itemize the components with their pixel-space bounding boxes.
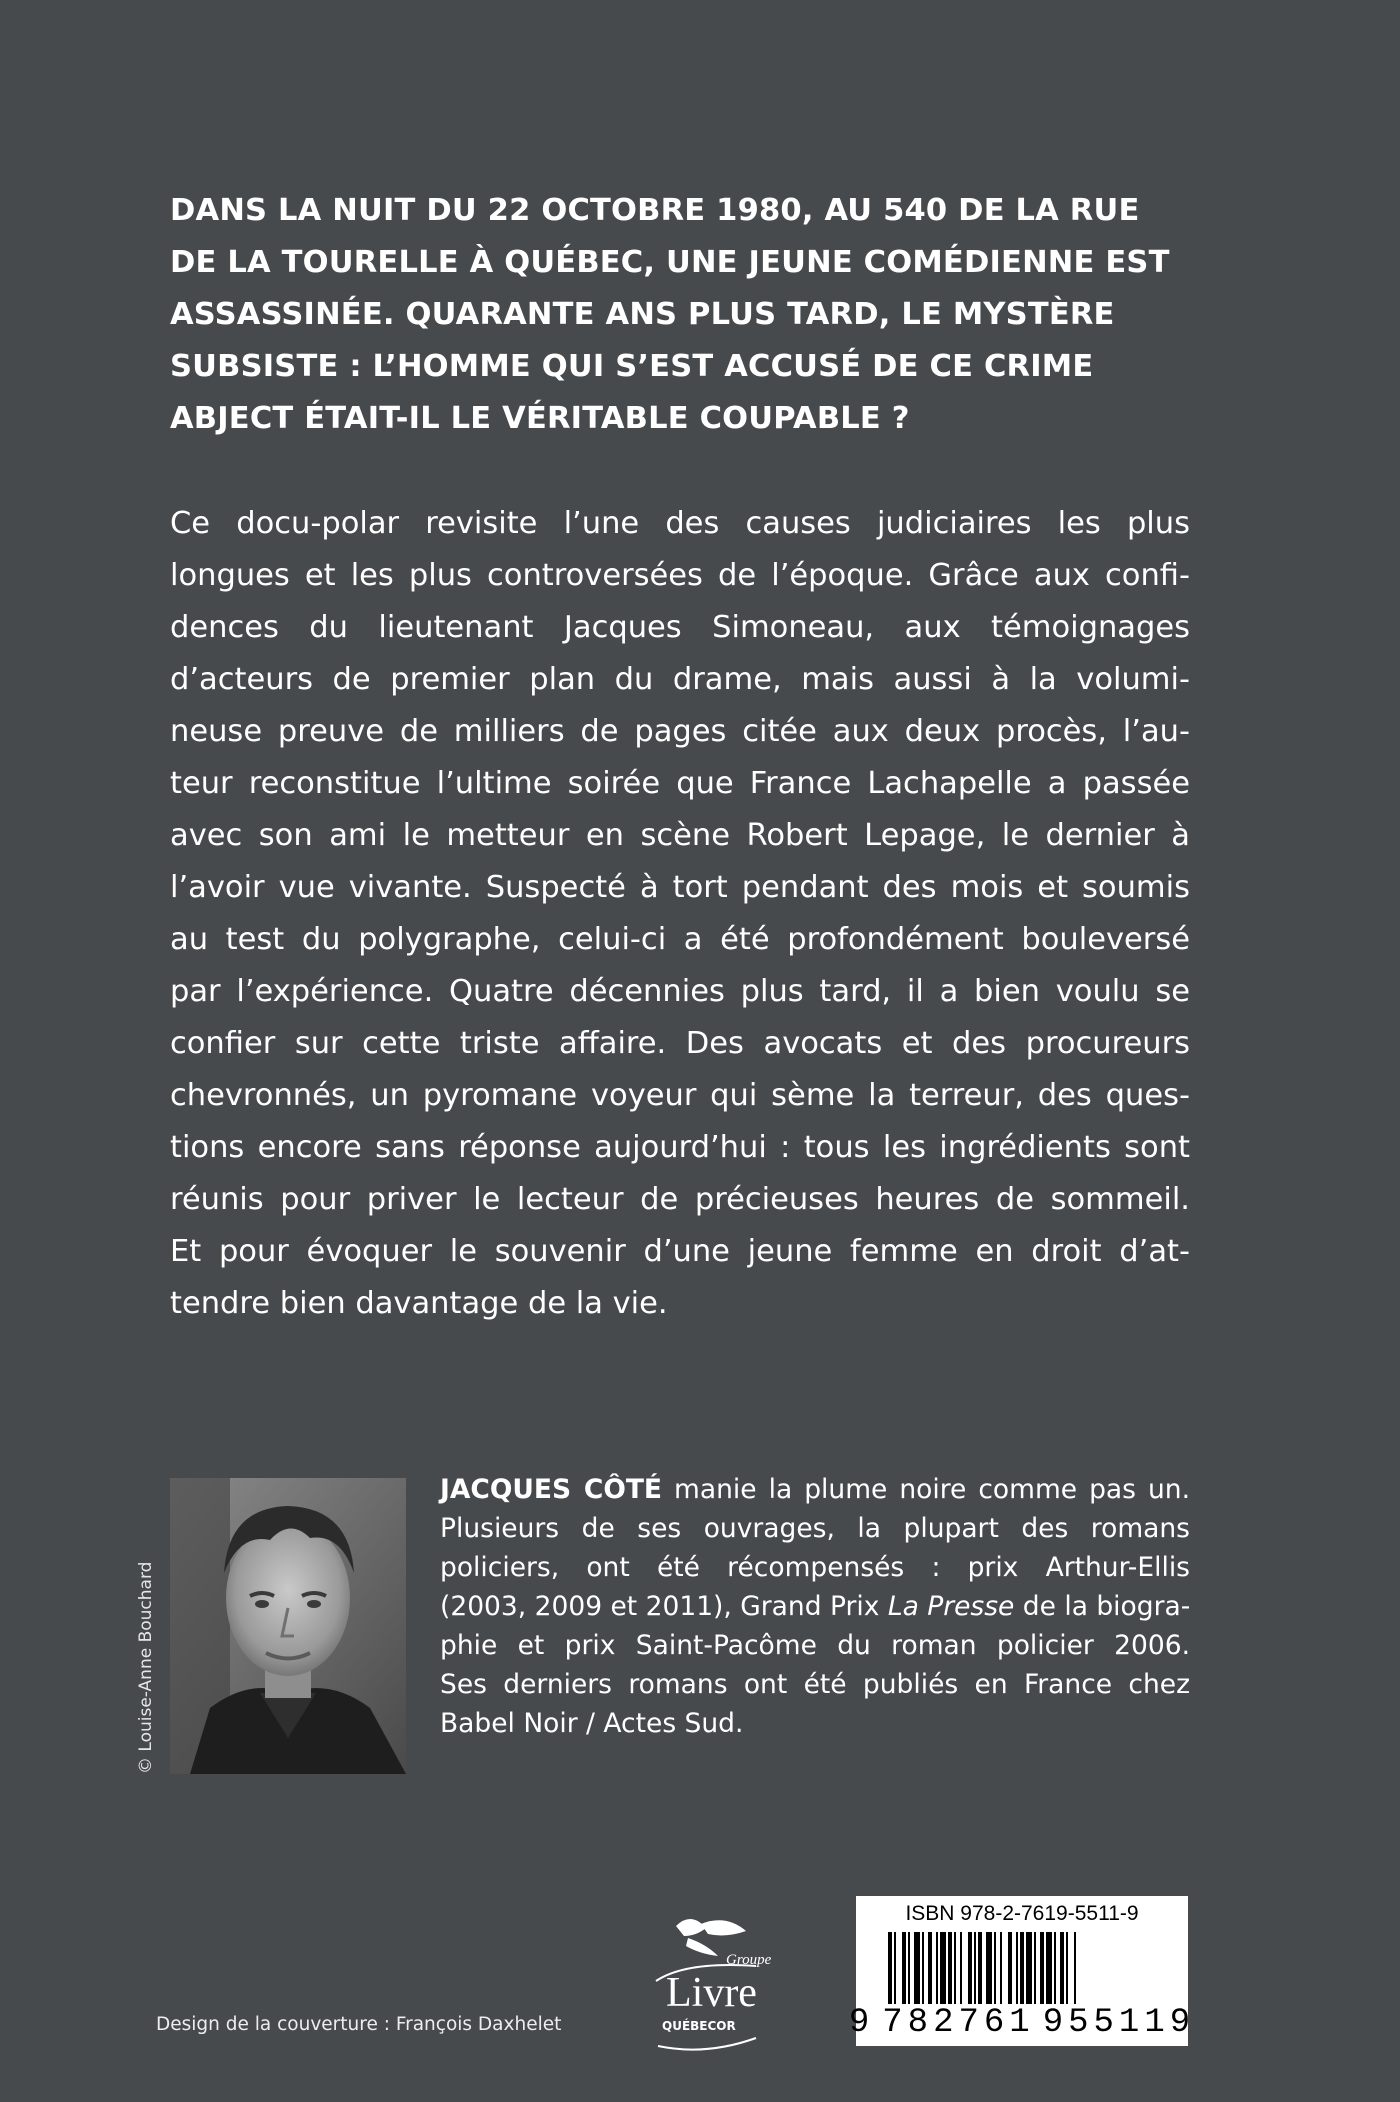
teaser-paragraph xyxy=(170,185,1190,445)
publisher-sub-text: QUÉBECOR xyxy=(662,2019,736,2033)
teaser-line: ABJECT ÉTAIT-IL LE VÉRITABLE COUPABLE ? xyxy=(170,401,910,436)
synopsis-line: dences du lieutenant Jacques Simoneau, aux témoignages xyxy=(170,610,1190,645)
barcode-bar xyxy=(940,1932,946,2004)
synopsis-line: au test du polygraphe, celui-ci a été profondément bouleversé xyxy=(170,922,1190,957)
synopsis-paragraph xyxy=(170,498,1190,1330)
barcode-bar xyxy=(908,1932,910,2004)
synopsis-line: réunis pour priver le lecteur de précieuses heures de sommeil. xyxy=(170,1182,1190,1217)
bio-line: Ses derniers romans ont été publiés en France chez xyxy=(440,1669,1190,1700)
barcode-bar xyxy=(1066,1932,1068,2004)
publisher-logo xyxy=(636,1906,786,2056)
publisher-group-text: Groupe xyxy=(726,1952,772,1968)
barcode-bar xyxy=(1008,1932,1012,2004)
synopsis-line: neuse preuve de milliers de pages citée aux deux procès, l’au- xyxy=(170,714,1190,749)
synopsis-line: chevronnés, un pyromane voyeur qui sème la terreur, des ques- xyxy=(170,1078,1190,1113)
bio-text: manie la plume noire comme pas un. xyxy=(662,1474,1190,1505)
barcode-bar xyxy=(978,1932,982,2004)
isbn-number: ISBN 978-2-7619-5511-9 xyxy=(905,1902,1139,1925)
author-bio xyxy=(440,1470,1190,1743)
synopsis-line: confier sur cette triste affaire. Des avocats et des procureurs xyxy=(170,1026,1190,1061)
teaser-line: ASSASSINÉE. QUARANTE ANS PLUS TARD, LE MYSTÈRE xyxy=(170,297,1115,332)
barcode-bar xyxy=(902,1932,906,2004)
barcode-bar xyxy=(974,1932,976,2004)
ean-first-digit: 9 xyxy=(848,2004,875,2042)
barcode-bar xyxy=(948,1932,952,2004)
barcode-bar xyxy=(1040,1932,1044,2004)
synopsis-line: Ce docu-polar revisite l’une des causes judiciaires les plus xyxy=(170,506,1190,541)
author-photo xyxy=(170,1478,406,1774)
bio-text: de la biogra- xyxy=(1014,1591,1191,1622)
barcode-bar xyxy=(1020,1932,1024,2004)
barcode-bar xyxy=(986,1932,992,2004)
barcode-bar xyxy=(914,1932,920,2004)
synopsis-line: teur reconstitue l’ultime soirée que France Lachapelle a passée xyxy=(170,766,1190,801)
synopsis-line: d’acteurs de premier plan du drame, mais aussi à la volumi- xyxy=(170,662,1190,697)
publisher-name-text: Livre xyxy=(666,1970,757,2016)
bio-line: Babel Noir / Actes Sud. xyxy=(440,1708,744,1739)
teaser-line: DE LA TOURELLE À QUÉBEC, UNE JEUNE COMÉDIENNE EST xyxy=(170,245,1170,280)
author-name: JACQUES CÔTÉ xyxy=(440,1474,663,1505)
ean-digits xyxy=(848,2004,1196,2042)
synopsis-line: Et pour évoquer le souvenir d’une jeune femme en droit d’at- xyxy=(170,1234,1190,1269)
barcode-bar xyxy=(936,1932,938,2004)
synopsis-line: longues et les plus controversées de l’époque. Grâce aux confi- xyxy=(170,558,1190,593)
isbn-barcode xyxy=(848,1896,1196,2046)
ean-right-group: 955119 xyxy=(1042,2004,1196,2042)
barcode-bar xyxy=(954,1932,956,2004)
barcode-bar xyxy=(894,1932,896,2004)
teaser-line: SUBSISTE : L’HOMME QUI S’EST ACCUSÉ DE CE CRIME xyxy=(170,349,1094,384)
design-credit: Design de la couverture : François Daxhelet xyxy=(156,2014,562,2035)
photo-credit: © Louise-Anne Bouchard xyxy=(136,1561,156,1774)
publisher-logo-mark xyxy=(636,1906,786,2056)
bio-line: phie et prix Saint-Pacôme du roman policier 2006. xyxy=(440,1630,1190,1661)
bio-line: Plusieurs de ses ouvrages, la plupart des romans xyxy=(440,1513,1190,1544)
teaser-line: DANS LA NUIT DU 22 OCTOBRE 1980, AU 540 DE LA RUE xyxy=(170,193,1140,228)
barcode-bar xyxy=(922,1932,924,2004)
barcode-bar xyxy=(960,1932,962,2004)
synopsis-line: avec son ami le metteur en scène Robert Lepage, le dernier à xyxy=(170,818,1190,853)
bio-line: policiers, ont été récompensés : prix Arthur-Ellis xyxy=(440,1552,1190,1583)
bio-line xyxy=(440,1470,1190,1509)
barcode-bar xyxy=(1000,1932,1002,2004)
barcode-bar xyxy=(1074,1932,1076,2004)
bio-line xyxy=(440,1587,1190,1626)
synopsis-line: tendre bien davantage de la vie. xyxy=(170,1286,668,1321)
barcode-bar xyxy=(994,1932,996,2004)
barcode-bar xyxy=(888,1932,892,2004)
barcode-bar xyxy=(968,1932,972,2004)
barcode-bar xyxy=(1054,1932,1056,2004)
bio-text: (2003, 2009 et 2011), Grand Prix xyxy=(440,1591,888,1622)
barcode-bar xyxy=(928,1932,932,2004)
barcode-bar xyxy=(1046,1932,1052,2004)
barcode-bar xyxy=(1060,1932,1064,2004)
author-portrait-image xyxy=(170,1478,406,1774)
ean-left-group: 782761 xyxy=(882,2004,1035,2042)
synopsis-line: tions encore sans réponse aujourd’hui : tous les ingrédients sont xyxy=(170,1130,1190,1165)
barcode-bar xyxy=(1034,1932,1036,2004)
synopsis-line: par l’expérience. Quatre décennies plus tard, il a bien voulu se xyxy=(170,974,1190,1009)
barcode-bar xyxy=(1016,1932,1018,2004)
barcode-bar xyxy=(1026,1932,1032,2004)
synopsis-line: l’avoir vue vivante. Suspecté à tort pendant des mois et soumis xyxy=(170,870,1190,905)
award-name: La Presse xyxy=(887,1591,1015,1622)
